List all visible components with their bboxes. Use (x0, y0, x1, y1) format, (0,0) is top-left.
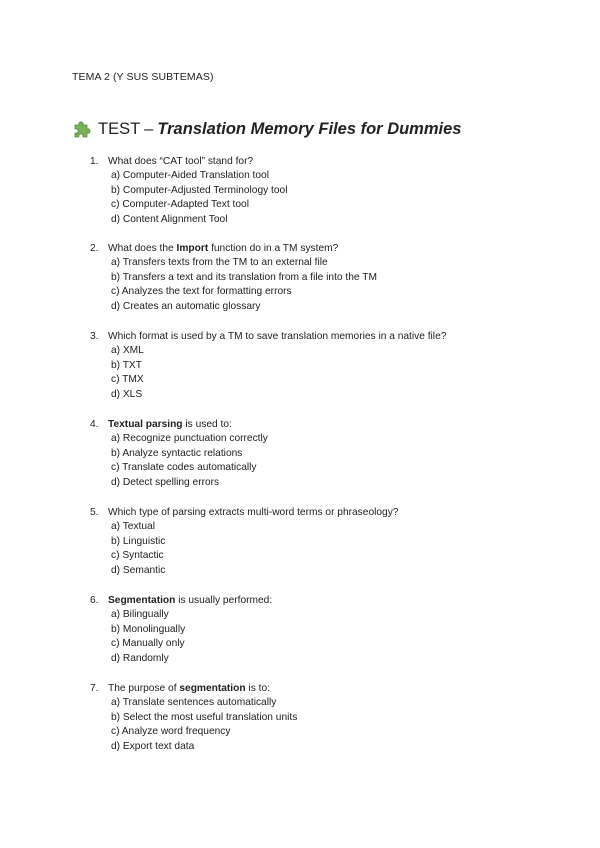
question-7 (90, 681, 297, 755)
answer-option-d: d) XLS (111, 389, 143, 401)
answer-option-c: c) Translate codes automatically (111, 462, 257, 474)
answer-option-a: a) Bilingually (111, 609, 169, 620)
answer-option-a: a) Transfers texts from the TM to an external file (111, 257, 328, 268)
title-dash: – (144, 119, 154, 138)
answer-option-b: b) Select the most useful translation units (111, 711, 298, 723)
question-number: 7. (90, 683, 99, 694)
question-text: 2. What does the Import function do in a TM system? (90, 243, 339, 254)
question-number: 2. (90, 243, 99, 254)
answer-option-a: a) Translate sentences automatically (111, 697, 277, 708)
question-text: 3. Which format is used by a TM to save translation memories in a native file? (90, 331, 447, 342)
answer-option-b: b) Analyze syntactic relations (111, 447, 243, 459)
question-text: 5. Which type of parsing extracts multi-word terms or phraseology? (90, 507, 399, 518)
question-text: 6. Segmentation is usually performed: (90, 595, 273, 606)
question-text: 7. The purpose of segmentation is to: (90, 683, 270, 694)
answer-option-d: d) Export text data (111, 741, 195, 753)
answer-option-c: c) Computer-Adapted Text tool (111, 199, 249, 211)
question-text: 4. Textual parsing is used to: (90, 419, 232, 430)
question-text: 1. What does “CAT tool” stand for? (90, 156, 254, 167)
answer-option-b: b) Computer-Adjusted Terminology tool (111, 184, 288, 196)
answer-option-d: d) Detect spelling errors (111, 477, 220, 489)
answer-option-b: b) Linguistic (111, 535, 166, 547)
answer-option-b: b) Monolingually (111, 623, 186, 635)
question-2 (90, 241, 377, 315)
answer-option-c: c) Syntactic (111, 550, 164, 562)
answer-option-b: b) Transfers a text and its translation from a file into the TM (111, 271, 377, 283)
question-number: 3. (90, 331, 99, 342)
answer-option-d: d) Semantic (111, 565, 166, 577)
answer-option-c: c) Analyze word frequency (111, 726, 231, 738)
title-subtitle: Translation Memory Files for Dummies (157, 119, 462, 138)
answer-option-a: a) Recognize punctuation correctly (111, 433, 268, 444)
question-6 (90, 593, 272, 667)
answer-option-b: b) TXT (111, 359, 142, 371)
answer-option-d: d) Creates an automatic glossary (111, 301, 261, 313)
question-3 (90, 329, 446, 403)
question-number: 1. (90, 156, 99, 167)
answer-option-c: c) TMX (111, 374, 144, 386)
question-number: 5. (90, 507, 99, 518)
title-prefix: TEST (98, 119, 141, 138)
puzzle-icon (72, 119, 92, 139)
question-4 (90, 417, 268, 491)
answer-option-a: a) Computer-Aided Translation tool (111, 170, 269, 181)
answer-option-a: a) Textual (111, 521, 155, 532)
question-number: 4. (90, 419, 99, 430)
answer-option-d: d) Content Alignment Tool (111, 214, 228, 226)
answer-option-d: d) Randomly (111, 653, 169, 665)
answer-option-c: c) Analyzes the text for formatting errors (111, 286, 292, 298)
question-5 (90, 505, 398, 579)
question-1 (90, 154, 287, 228)
question-number: 6. (90, 595, 99, 606)
answer-option-a: a) XML (111, 345, 144, 356)
page-header: TEMA 2 (Y SUS SUBTEMAS) (72, 71, 214, 83)
page-title (72, 119, 461, 139)
answer-option-c: c) Manually only (111, 638, 185, 650)
